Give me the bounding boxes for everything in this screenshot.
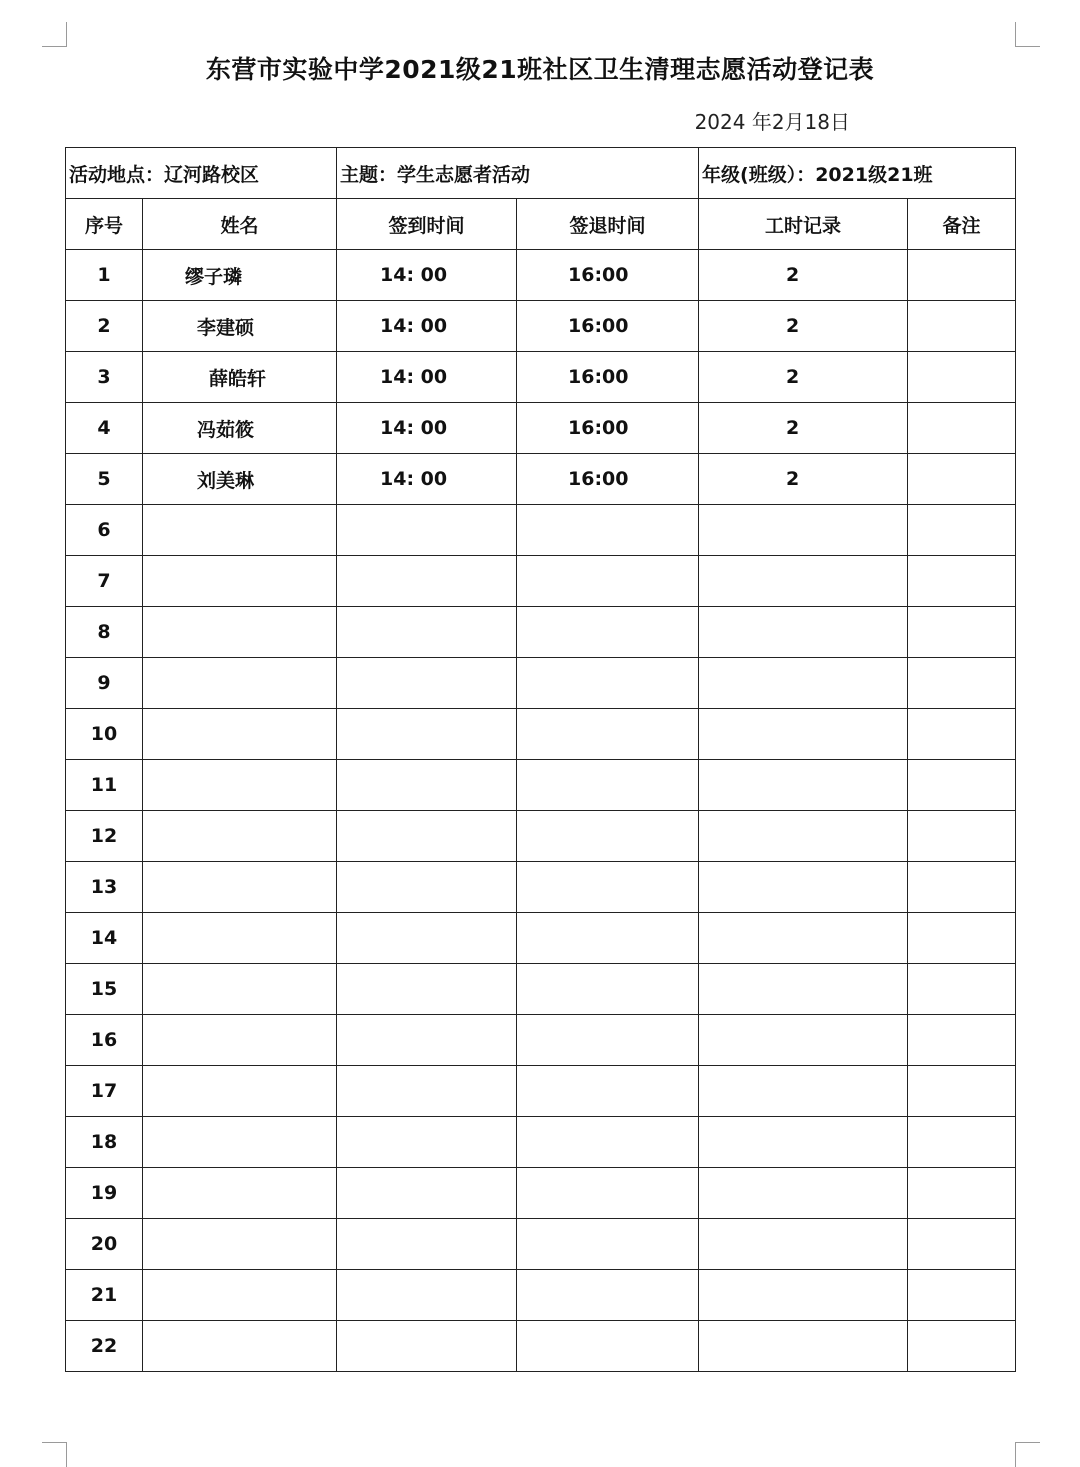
work-hours [699,760,908,811]
remarks-cell [908,556,1016,607]
crop-mark-bottom-right [1015,1442,1040,1467]
remarks-cell [908,913,1016,964]
crop-mark-bottom-left [42,1442,67,1467]
row-number: 18 [66,1117,143,1168]
sign-out-time [517,862,699,913]
sign-out-time [517,811,699,862]
volunteer-name [143,811,337,862]
row-number: 15 [66,964,143,1015]
volunteer-name [143,556,337,607]
row-number: 2 [66,301,143,352]
sign-out-time [517,658,699,709]
volunteer-name [143,1117,337,1168]
work-hours [699,1321,908,1372]
sign-in-time: 14: 00 [337,301,517,352]
work-hours: 2 [699,250,908,301]
table-row [66,913,1016,964]
volunteer-name: 刘美琳 [143,454,337,505]
table-row [66,505,1016,556]
volunteer-name [143,1321,337,1372]
header-remarks: 备注 [908,199,1016,250]
sign-out-time [517,607,699,658]
sign-in-time [337,1219,517,1270]
info-row [66,148,1016,199]
sign-out-time: 16:00 [517,454,699,505]
volunteer-name [143,862,337,913]
sign-in-time: 14: 00 [337,454,517,505]
sign-in-time [337,505,517,556]
sign-in-time [337,709,517,760]
remarks-cell [908,1066,1016,1117]
sign-out-time: 16:00 [517,403,699,454]
volunteer-name: 薛皓轩 [143,352,337,403]
sign-out-time [517,913,699,964]
sign-in-time [337,913,517,964]
activity-grade: 年级(班级）：2021级21班 [699,148,1016,199]
row-number: 9 [66,658,143,709]
work-hours: 2 [699,352,908,403]
work-hours [699,607,908,658]
work-hours [699,1015,908,1066]
sign-in-time [337,811,517,862]
sign-out-time [517,505,699,556]
sign-in-time: 14: 00 [337,352,517,403]
table-row [66,658,1016,709]
work-hours [699,658,908,709]
work-hours [699,1117,908,1168]
table-row [66,811,1016,862]
remarks-cell [908,454,1016,505]
volunteer-name: 冯茹筱 [143,403,337,454]
row-number: 11 [66,760,143,811]
table-row [66,352,1016,403]
header-hours: 工时记录 [699,199,908,250]
table-row [66,454,1016,505]
row-number: 13 [66,862,143,913]
crop-mark-top-left [42,22,67,47]
row-number: 7 [66,556,143,607]
row-number: 12 [66,811,143,862]
row-number: 6 [66,505,143,556]
activity-location: 活动地点：辽河路校区 [66,148,337,199]
table-row [66,1066,1016,1117]
sign-in-time [337,964,517,1015]
register-table-body [66,148,1016,1372]
volunteer-name [143,913,337,964]
work-hours [699,709,908,760]
header-sign-out: 签退时间 [517,199,699,250]
volunteer-name [143,709,337,760]
work-hours [699,556,908,607]
row-number: 4 [66,403,143,454]
work-hours [699,505,908,556]
row-number: 16 [66,1015,143,1066]
row-number: 10 [66,709,143,760]
sign-in-time: 14: 00 [337,250,517,301]
sign-in-time [337,1015,517,1066]
volunteer-name [143,1168,337,1219]
sign-in-time [337,760,517,811]
sign-out-time [517,1066,699,1117]
sign-in-time [337,862,517,913]
document-title: 东营市实验中学2021级21班社区卫生清理志愿活动登记表 [205,55,875,84]
remarks-cell [908,1168,1016,1219]
sign-out-time [517,1321,699,1372]
table-row [66,250,1016,301]
remarks-cell [908,811,1016,862]
crop-mark-top-right [1015,22,1040,47]
sign-in-time [337,1117,517,1168]
work-hours [699,862,908,913]
work-hours [699,1219,908,1270]
remarks-cell [908,607,1016,658]
remarks-cell [908,964,1016,1015]
volunteer-name [143,1270,337,1321]
remarks-cell [908,1117,1016,1168]
remarks-cell [908,709,1016,760]
header-row [66,199,1016,250]
remarks-cell [908,250,1016,301]
remarks-cell [908,301,1016,352]
volunteer-name [143,964,337,1015]
volunteer-name: 缪子璘 [143,250,337,301]
header-sign-in: 签到时间 [337,199,517,250]
remarks-cell [908,658,1016,709]
remarks-cell [908,1270,1016,1321]
row-number: 21 [66,1270,143,1321]
row-number: 8 [66,607,143,658]
sign-in-time [337,1270,517,1321]
sign-out-time: 16:00 [517,301,699,352]
table-row [66,760,1016,811]
table-row [66,709,1016,760]
sign-out-time [517,1270,699,1321]
work-hours [699,1066,908,1117]
work-hours [699,811,908,862]
work-hours: 2 [699,454,908,505]
sign-out-time [517,760,699,811]
sign-in-time [337,556,517,607]
sign-out-time [517,556,699,607]
sign-in-time [337,1168,517,1219]
volunteer-name: 李建硕 [143,301,337,352]
work-hours: 2 [699,301,908,352]
row-number: 22 [66,1321,143,1372]
row-number: 20 [66,1219,143,1270]
sign-out-time [517,964,699,1015]
sign-out-time [517,1117,699,1168]
sign-in-time [337,607,517,658]
header-no: 序号 [66,199,143,250]
row-number: 19 [66,1168,143,1219]
volunteer-name [143,760,337,811]
work-hours: 2 [699,403,908,454]
volunteer-name [143,607,337,658]
sign-out-time: 16:00 [517,352,699,403]
row-number: 3 [66,352,143,403]
volunteer-name [143,1066,337,1117]
table-row [66,1015,1016,1066]
table-row [66,301,1016,352]
row-number: 5 [66,454,143,505]
sign-out-time: 16:00 [517,250,699,301]
remarks-cell [908,1321,1016,1372]
remarks-cell [908,352,1016,403]
table-row [66,556,1016,607]
remarks-cell [908,760,1016,811]
remarks-cell [908,862,1016,913]
table-row [66,1168,1016,1219]
header-name: 姓名 [143,199,337,250]
table-row [66,964,1016,1015]
remarks-cell [908,403,1016,454]
volunteer-name [143,1015,337,1066]
table-row [66,1270,1016,1321]
sign-out-time [517,1168,699,1219]
remarks-cell [908,505,1016,556]
work-hours [699,1270,908,1321]
volunteer-name [143,1219,337,1270]
table-row [66,1321,1016,1372]
work-hours [699,1168,908,1219]
sign-out-time [517,1015,699,1066]
table-row [66,607,1016,658]
remarks-cell [908,1015,1016,1066]
sign-in-time [337,1066,517,1117]
table-row [66,403,1016,454]
row-number: 1 [66,250,143,301]
sign-in-time [337,1321,517,1372]
sign-in-time: 14: 00 [337,403,517,454]
work-hours [699,964,908,1015]
volunteer-name [143,505,337,556]
activity-theme: 主题：学生志愿者活动 [337,148,699,199]
table-row [66,1117,1016,1168]
table-row [66,862,1016,913]
document-date: 2024 年2月18日 [694,110,850,134]
work-hours [699,913,908,964]
remarks-cell [908,1219,1016,1270]
sign-out-time [517,1219,699,1270]
row-number: 17 [66,1066,143,1117]
sign-in-time [337,658,517,709]
sign-out-time [517,709,699,760]
volunteer-name [143,658,337,709]
table-row [66,1219,1016,1270]
row-number: 14 [66,913,143,964]
volunteer-register-table [65,147,1016,1372]
